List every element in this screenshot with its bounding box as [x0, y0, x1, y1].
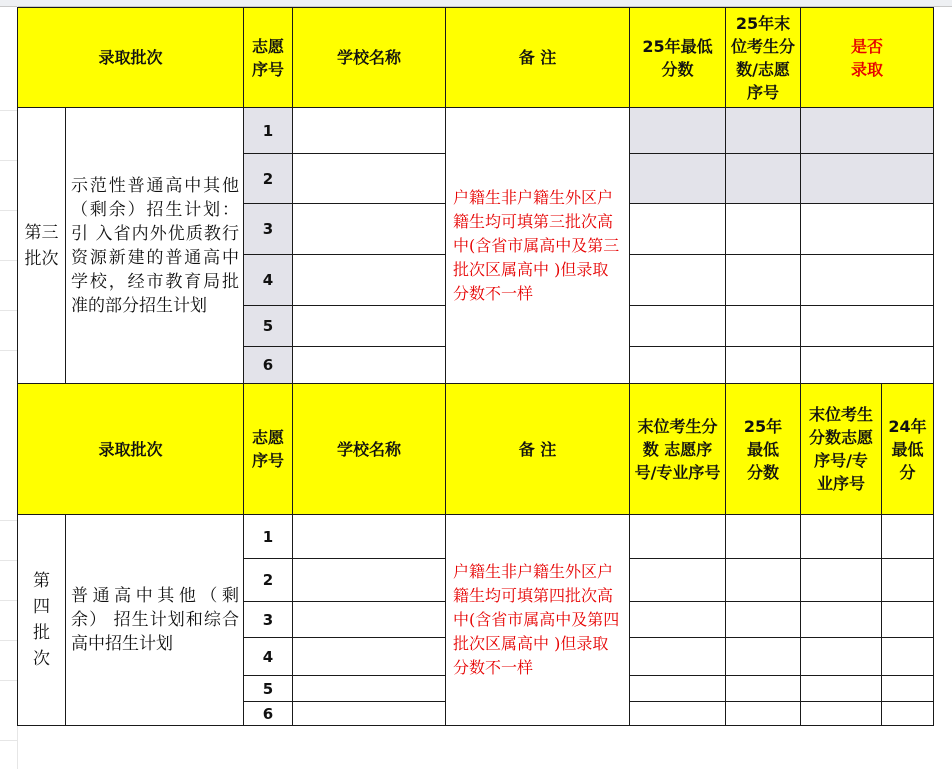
seq-cell[interactable]: 6: [243, 346, 293, 384]
header-admitted[interactable]: 是否录取: [800, 7, 934, 108]
row-gridline: [0, 600, 18, 601]
row-gridline: [0, 640, 18, 641]
batch-name[interactable]: 第三批次: [17, 107, 66, 384]
score-cell[interactable]: [629, 203, 726, 255]
seq-cell[interactable]: 4: [243, 637, 293, 676]
position-cell[interactable]: [725, 153, 801, 204]
school-cell[interactable]: [292, 558, 446, 602]
plan-description[interactable]: 普通高中其他（剩余） 招生计划和综合高中招生计划: [65, 514, 244, 726]
score24-cell[interactable]: [881, 558, 934, 602]
score-cell[interactable]: [629, 346, 726, 384]
header-seq[interactable]: 志愿序号: [243, 383, 293, 515]
school-cell[interactable]: [292, 514, 446, 559]
school-cell[interactable]: [292, 305, 446, 347]
score-cell[interactable]: [629, 254, 726, 306]
header-school[interactable]: 学校名称: [292, 7, 446, 108]
header-note[interactable]: 备 注: [445, 7, 630, 108]
header-score25[interactable]: 25年最低分数: [725, 383, 801, 515]
admitted-cell[interactable]: [800, 254, 934, 306]
position-cell[interactable]: [629, 701, 726, 726]
school-cell[interactable]: [292, 675, 446, 702]
admitted-cell[interactable]: [800, 203, 934, 255]
header-school[interactable]: 学校名称: [292, 383, 446, 515]
plan-description[interactable]: 示范性普通高中其他（剩余）招生计划：引 入省内外优质教行资源新建的普通高中学校，经市教育局批准的部分招生计划: [65, 107, 244, 384]
row-gridline: [0, 310, 18, 311]
seq-cell[interactable]: 3: [243, 601, 293, 638]
position-cell[interactable]: [725, 346, 801, 384]
school-cell[interactable]: [292, 637, 446, 676]
header-batch[interactable]: 录取批次: [17, 7, 244, 108]
note-cell[interactable]: 户籍生非户籍生外区户籍生均可填第四批次高中(含省市属高中及第四批次区属高中 )但录取分数不一样: [445, 514, 630, 726]
admitted-cell[interactable]: [800, 346, 934, 384]
school-cell[interactable]: [292, 203, 446, 255]
row-gridline: [0, 740, 18, 741]
score24-cell[interactable]: [881, 601, 934, 638]
position-cell[interactable]: [725, 107, 801, 154]
position-cell[interactable]: [725, 203, 801, 255]
position-cell[interactable]: [725, 305, 801, 347]
batch-name[interactable]: 第四批次: [17, 514, 66, 726]
position-cell[interactable]: [629, 514, 726, 559]
header-note[interactable]: 备 注: [445, 383, 630, 515]
position-cell[interactable]: [800, 514, 882, 559]
score-cell[interactable]: [629, 107, 726, 154]
column-header-strip: [0, 0, 952, 7]
note-cell[interactable]: 户籍生非户籍生外区户籍生均可填第三批次高中(含省市属高中及第三批次区属高中 )但录取分数不一样: [445, 107, 630, 384]
score-cell[interactable]: [725, 675, 801, 702]
school-cell[interactable]: [292, 153, 446, 204]
seq-cell[interactable]: 2: [243, 558, 293, 602]
school-cell[interactable]: [292, 107, 446, 154]
header-score25[interactable]: 25年最低分数: [629, 7, 726, 108]
score-cell[interactable]: [629, 153, 726, 204]
position-cell[interactable]: [725, 254, 801, 306]
position-cell[interactable]: [629, 637, 726, 676]
position-cell[interactable]: [800, 675, 882, 702]
score24-cell[interactable]: [881, 675, 934, 702]
row-gridline: [0, 350, 18, 351]
score-cell[interactable]: [725, 601, 801, 638]
admitted-cell[interactable]: [800, 153, 934, 204]
row-gridline: [0, 260, 18, 261]
header-score24[interactable]: 24年最低分: [881, 383, 934, 515]
score24-cell[interactable]: [881, 701, 934, 726]
school-cell[interactable]: [292, 346, 446, 384]
position-cell[interactable]: [800, 558, 882, 602]
score-cell[interactable]: [629, 305, 726, 347]
row-gridline: [0, 520, 18, 521]
header-batch[interactable]: 录取批次: [17, 383, 244, 515]
position-cell[interactable]: [800, 637, 882, 676]
admitted-cell[interactable]: [800, 107, 934, 154]
score-cell[interactable]: [725, 701, 801, 726]
seq-cell[interactable]: 1: [243, 107, 293, 154]
header-last-position[interactable]: 25年末位考生分数/志愿序号: [725, 7, 801, 108]
row-gridline: [0, 560, 18, 561]
seq-cell[interactable]: 2: [243, 153, 293, 204]
header-last-position-major-2[interactable]: 末位考生分数志愿序号/专业序号: [800, 383, 882, 515]
seq-cell[interactable]: 5: [243, 305, 293, 347]
position-cell[interactable]: [800, 701, 882, 726]
admitted-cell[interactable]: [800, 305, 934, 347]
row-gridline: [0, 210, 18, 211]
header-last-position-major[interactable]: 末位考生分数 志愿序号/专业序号: [629, 383, 726, 515]
position-cell[interactable]: [800, 601, 882, 638]
seq-cell[interactable]: 5: [243, 675, 293, 702]
score-cell[interactable]: [725, 514, 801, 559]
row-gridline: [0, 680, 18, 681]
seq-cell[interactable]: 4: [243, 254, 293, 306]
seq-cell[interactable]: 3: [243, 203, 293, 255]
school-cell[interactable]: [292, 601, 446, 638]
position-cell[interactable]: [629, 675, 726, 702]
school-cell[interactable]: [292, 254, 446, 306]
school-cell[interactable]: [292, 701, 446, 726]
score-cell[interactable]: [725, 637, 801, 676]
position-cell[interactable]: [629, 558, 726, 602]
header-seq[interactable]: 志愿序号: [243, 7, 293, 108]
seq-cell[interactable]: 6: [243, 701, 293, 726]
score24-cell[interactable]: [881, 514, 934, 559]
seq-cell[interactable]: 1: [243, 514, 293, 559]
score24-cell[interactable]: [881, 637, 934, 676]
score-cell[interactable]: [725, 558, 801, 602]
row-gridline: [0, 160, 18, 161]
position-cell[interactable]: [629, 601, 726, 638]
row-gridline: [0, 110, 18, 111]
